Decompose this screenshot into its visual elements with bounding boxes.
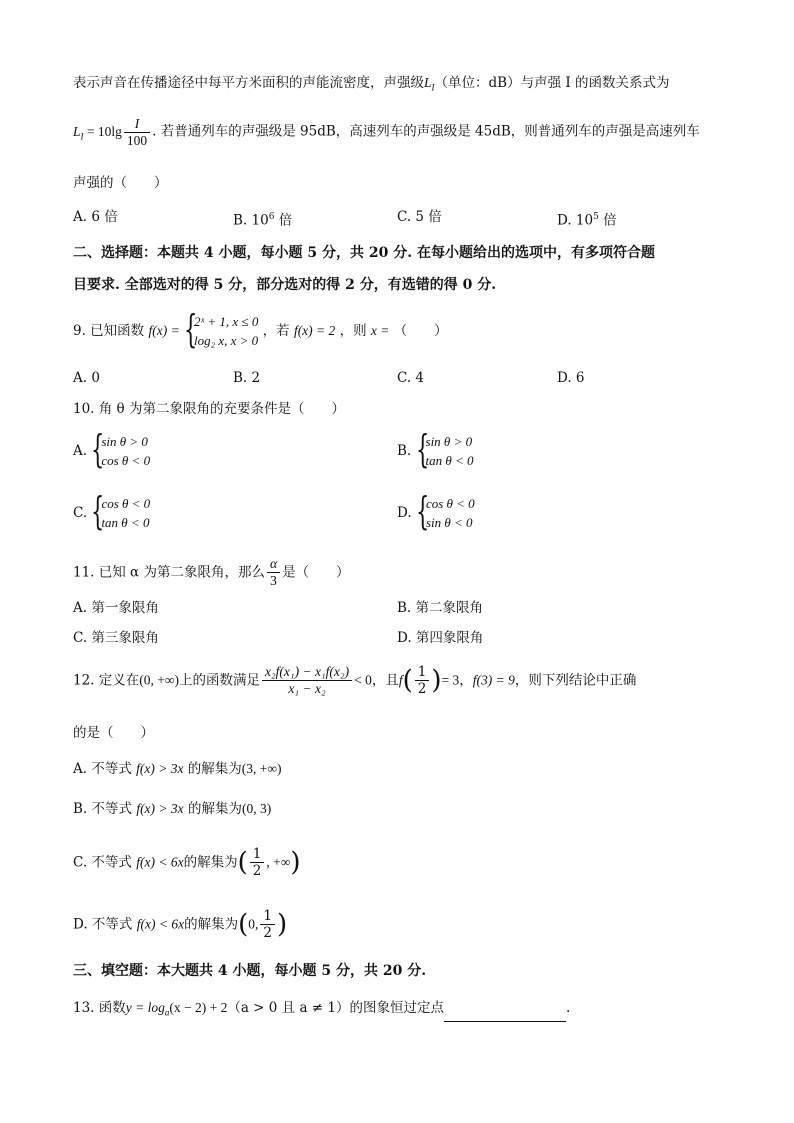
- q9-piecewise: { 2ˣ + 1, x ≤ 0 log₂ x, x > 0: [183, 307, 259, 351]
- q8-fraction: $\frac{I}{100}$: [124, 116, 150, 149]
- q8-option-a: A. 6 倍: [73, 209, 118, 225]
- q12-option-a: A. 不等式 f(x) > 3x 的解集为(3, +∞): [73, 761, 282, 777]
- q9-option-c: C. 4: [397, 370, 425, 386]
- q9-option-d: D. 6: [557, 370, 585, 386]
- q12-option-b: B. 不等式 f(x) > 3x 的解集为(0, 3): [73, 801, 272, 817]
- q10-stem: 10. 角 θ 为第二象限角的充要条件是（ ）: [73, 401, 345, 417]
- section-2-heading-line-1: 二、选择题：本题共 4 小题，每小题 5 分，共 20 分. 在每小题给出的选项中，有多项符合题: [73, 245, 655, 261]
- q8-option-b: B. $10^6$ 倍: [233, 212, 293, 229]
- q11-option-b: B. 第二象限角: [397, 600, 484, 616]
- q9-stem: 9. 已知函数 f(x) = { 2ˣ + 1, x ≤ 0 log₂ x, x > 0 ，若 f(x) = 2 ，则 x = （ ）: [73, 307, 448, 351]
- q12-stem-line-2: 的是（ ）: [73, 725, 154, 741]
- q12-option-d: D. 不等式 f(x) < 6x的解集为(0, $\frac{1}{2}$ ): [73, 908, 288, 941]
- section-3-heading: 三、填空题：本大题共 4 小题，每小题 5 分，共 20 分.: [73, 963, 427, 979]
- q11-option-c: C. 第三象限角: [73, 630, 159, 646]
- q11-stem: 11. 已知 α 为第二象限角，那么 $\frac{\alpha}{3}$ 是（ ）: [73, 556, 350, 588]
- q8-option-d: D. $10^5$ 倍: [557, 212, 617, 229]
- left-brace-icon: {: [183, 307, 198, 351]
- q12-option-c: C. 不等式 f(x) < 6x的解集为( $\frac{1}{2}$ , +∞): [73, 846, 301, 879]
- q8-line-1: 表示声音在传播途径中每平方米面积的声能流密度，声强级$L_I$（单位：dB）与声强 I 的函数关系式为: [73, 75, 670, 93]
- q11-fraction: $\frac{\alpha}{3}$: [267, 556, 280, 589]
- q9-option-b: B. 2: [233, 370, 261, 386]
- q10-option-c: C. { cos θ < 0 tan θ < 0: [73, 489, 151, 533]
- q11-option-d: D. 第四象限角: [397, 630, 484, 646]
- q10-option-a: A. { sin θ > 0 cos θ < 0: [73, 427, 151, 471]
- q12-fraction: $\frac{\text{x₂f(x₁) − x₁f(x₂)}}{\text{x₁ − x₂}}$: [262, 664, 352, 697]
- q8-line-3: 声强的（ ）: [73, 175, 168, 191]
- q13-stem: 13. 函数$y = \log_a(x - 2) + 2(a > 0$ 且 a ≠ 1）的图象恒过定点 .: [73, 999, 570, 1022]
- q8-option-c: C. 5 倍: [397, 209, 442, 225]
- q10-option-b: B. { sin θ > 0 tan θ < 0: [397, 427, 474, 471]
- q9-option-a: A. 0: [73, 370, 100, 386]
- q11-option-a: A. 第一象限角: [73, 600, 159, 616]
- section-2-heading-line-2: 目要求. 全部选对的得 5 分，部分选对的得 2 分，有选错的得 0 分.: [73, 277, 497, 293]
- q10-option-d: D. { cos θ < 0 sin θ < 0: [397, 489, 475, 533]
- q13-answer-blank[interactable]: [444, 1007, 566, 1022]
- q8-li-symbol: $L_I$: [424, 75, 435, 93]
- left-brace-icon: {: [415, 489, 430, 533]
- q8-line-2: $L_I = 10\lg$ $\frac{I}{100}$ . 若普通列车的声强级是 95dB，高速列车的声强级是 45dB，则普通列车的声强是高速列车: [73, 116, 700, 148]
- q12-stem-line-1: 12. 定义在(0, +∞)上的函数满足 $\frac{\text{x₂f(x₁) − x₁f(x₂)}}{\text{x₁ − x₂}}$ < 0，且f( $\frac{1}{2}$ )= 3，f(3) = 9，则下列结论中正确: [73, 664, 637, 697]
- left-brace-icon: {: [91, 427, 105, 471]
- left-brace-icon: {: [91, 489, 105, 533]
- q13-function: $y = \log_a(x - 2) + 2$: [125, 1000, 228, 1018]
- q8-formula: $L_I = 10\lg$ $\frac{I}{100}$: [73, 124, 152, 139]
- left-brace-icon: {: [415, 427, 429, 471]
